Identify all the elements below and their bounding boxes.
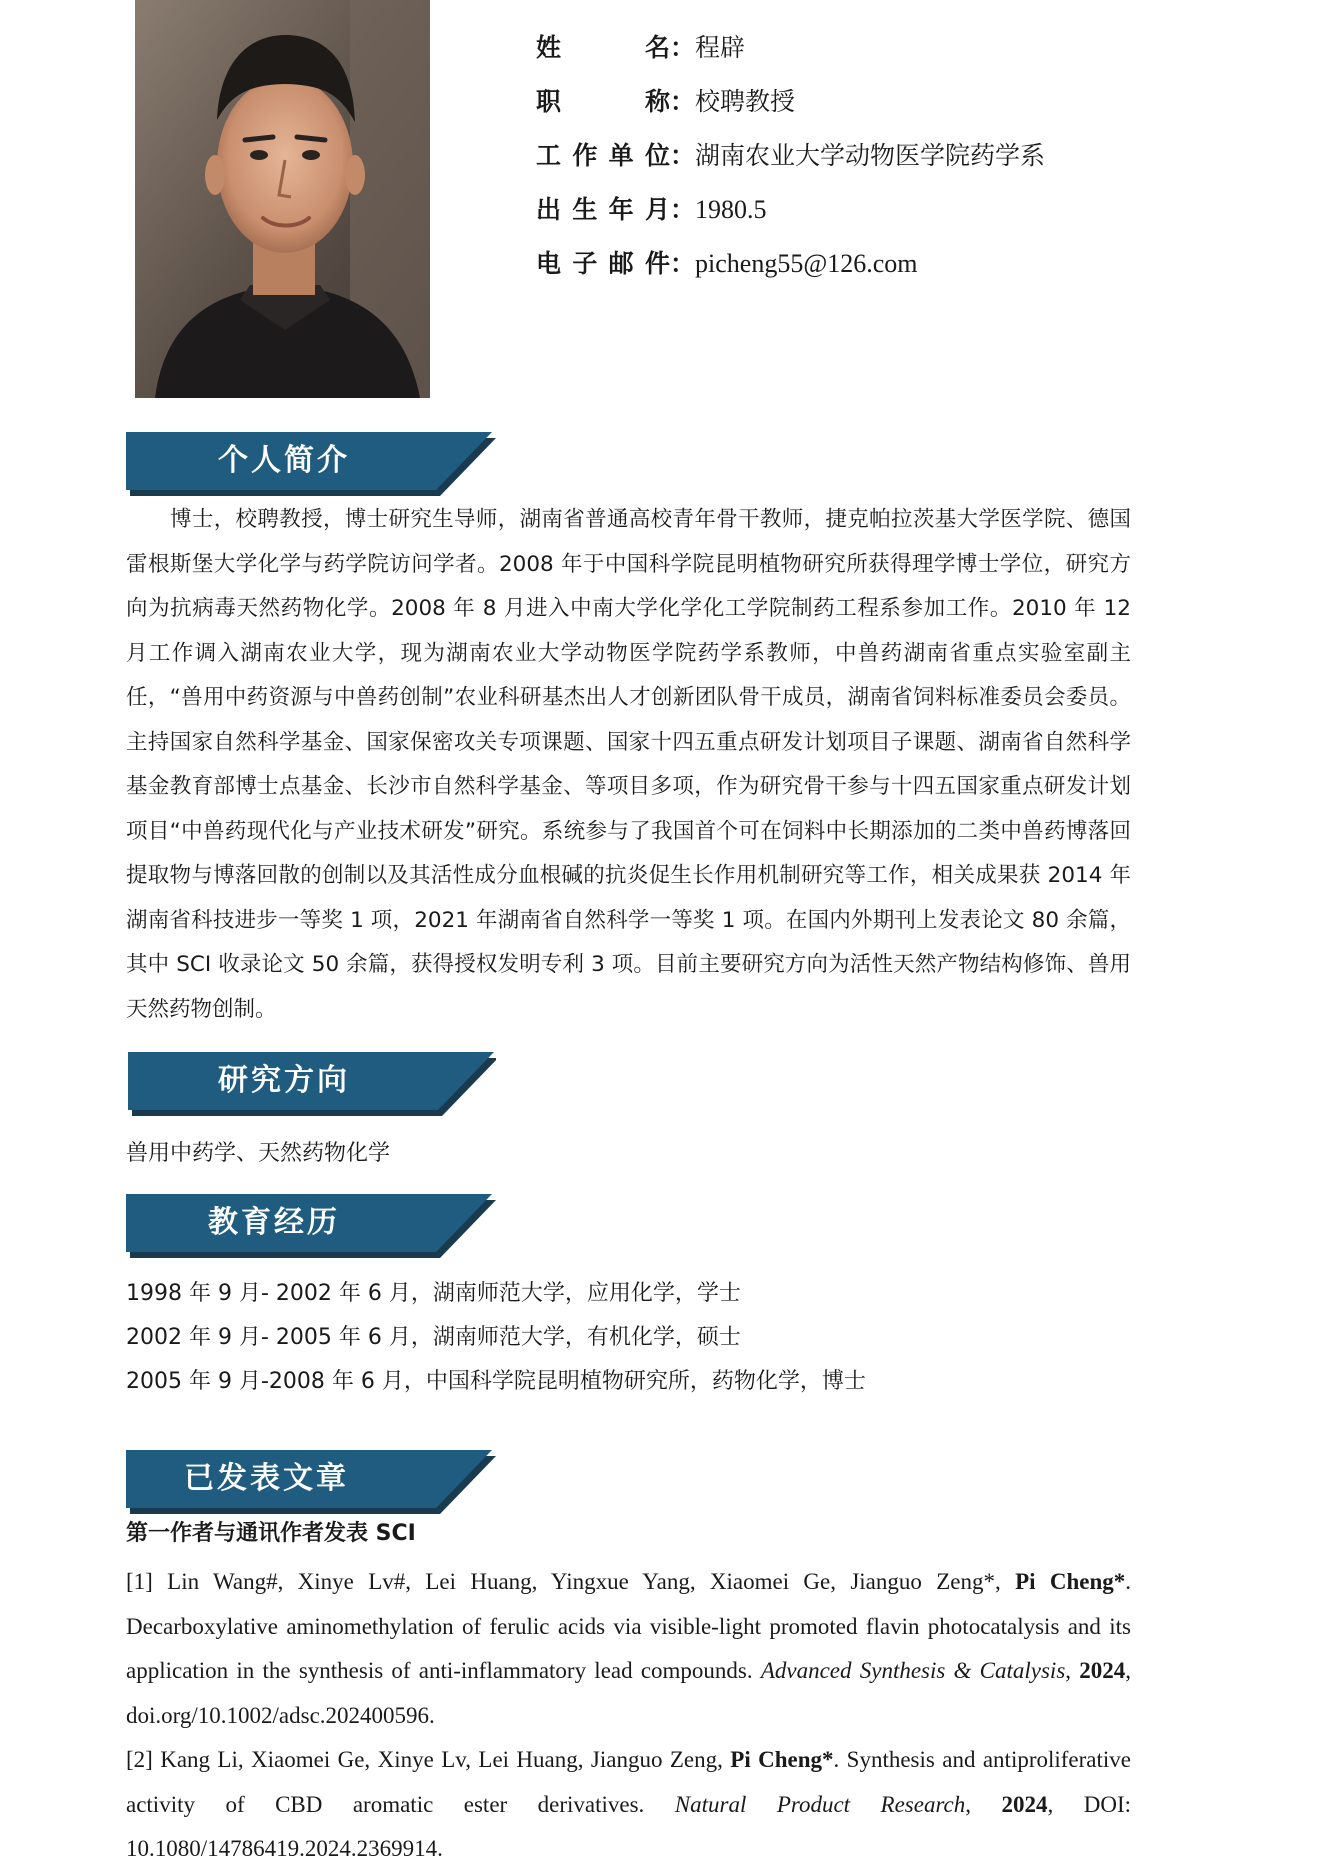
- section-banner-intro: [126, 432, 496, 496]
- birth-value: 1980.5: [695, 195, 767, 224]
- education-item: 1998 年 9 月- 2002 年 6 月，湖南师范大学，应用化学，学士: [126, 1281, 741, 1306]
- intro-paragraph: 博士，校聘教授，博士研究生导师，湖南省普通高校青年骨干教师，捷克帕拉茨基大学医学院、德国雷根斯堡大学化学与药学院访问学者。2008 年于中国科学院昆明植物研究所获得理学博士学位，研究方向为抗病毒天然药物化学。2008 年 8 月进入中南大学化学化工学院制药工程系参加工作。2010 年 12 月工作调入湖南农业大学，现为湖南农业大学动物医学院药学系教师，中兽药湖南省重点实验室副主任，“兽用中药资源与中兽药创制”农业科研基杰出人才创新团队骨干成员，湖南省饲料标准委员会委员。主持国家自然科学基金、国家保密攻关专项课题、国家十四五重点研发计划项目子课题、湖南省自然科学基金教育部博士点基金、长沙市自然科学基金、等项目多项，作为研究骨干参与十四五国家重点研发计划项目“中兽药现代化与产业技术研发”研究。系统参与了我国首个可在饲料中长期添加的二类中兽药博落回提取物与博落回散的创制以及其活性成分血根碱的抗炎促生长作用机制研究等工作，相关成果获 2014 年湖南省科技进步一等奖 1 项，2021 年湖南省自然科学一等奖 1 项。在国内外期刊上发表论文 80 余篇，其中 SCI 收录论文 50 余篇，获得授权发明专利 3 项。目前主要研究方向为活性天然产物结构修饰、兽用天然药物创制。: [126, 507, 1131, 1022]
- education-item: 2002 年 9 月- 2005 年 6 月，湖南师范大学，有机化学，硕士: [126, 1325, 741, 1350]
- ref-authors: [2] Kang Li, Xiaomei Ge, Xinye Lv, Lei Huang, Jianguo Zeng,: [126, 1747, 731, 1772]
- section-title-publications: 已发表文章: [184, 1461, 349, 1496]
- profile-info: [536, 28, 1045, 298]
- email-label: 电子邮件: [536, 249, 670, 278]
- ref-year: 2024: [1001, 1791, 1048, 1817]
- unit-row: [536, 136, 1045, 190]
- colon: ：: [670, 87, 696, 116]
- ref-corresponding-author: Pi Cheng*: [730, 1747, 834, 1772]
- reference-item: [126, 1560, 1131, 1738]
- colon: ：: [670, 33, 696, 62]
- ref-journal: Natural Product Research: [674, 1791, 966, 1817]
- section-banner-education: [126, 1194, 496, 1258]
- section-banner-publications: [126, 1450, 496, 1514]
- section-title-intro: 个人简介: [218, 443, 350, 478]
- section-banner-research: [126, 1052, 496, 1116]
- colon: ：: [670, 195, 696, 224]
- name-row: [536, 28, 1045, 82]
- ref-doi: , doi.org/10.1002/adsc.202400596.: [126, 1658, 1131, 1728]
- title-value: 校聘教授: [695, 87, 796, 116]
- ref-doi: , DOI: 10.1080/14786419.2024.2369914.: [126, 1791, 1131, 1861]
- ref-journal: Advanced Synthesis & Catalysis: [760, 1658, 1066, 1683]
- publications-subheading: 第一作者与通讯作者发表 SCI: [126, 1521, 416, 1546]
- colon: ：: [670, 249, 696, 278]
- ref-title: . Synthesis and antiproliferative activity of CBD aromatic ester derivatives.: [126, 1747, 1132, 1817]
- birth-row: [536, 190, 1045, 244]
- unit-value: 湖南农业大学动物医学院药学系: [695, 141, 1046, 170]
- name-label: 姓 名: [536, 33, 670, 62]
- name-value: 程辟: [695, 33, 746, 62]
- reference-item: [126, 1738, 1131, 1872]
- ref-separator: ,: [1065, 1658, 1080, 1683]
- ref-corresponding-author: Pi Cheng*: [1015, 1569, 1126, 1594]
- section-title-research: 研究方向: [218, 1063, 350, 1098]
- section-title-education: 教育经历: [208, 1205, 340, 1240]
- ref-year: 2024: [1079, 1658, 1126, 1683]
- email-row: [536, 244, 1045, 298]
- title-label: 职 称: [536, 87, 670, 116]
- title-row: [536, 82, 1045, 136]
- birth-label: 出生年月: [536, 195, 670, 224]
- ref-title: . Decarboxylative aminomethylation of ferulic acids via visible-light promoted flavin photocatalysis and its application in the synthesis of anti-inflammatory lead compounds.: [126, 1569, 1132, 1683]
- colon: ：: [670, 141, 696, 170]
- portrait-photo: [135, 0, 430, 398]
- education-item: 2005 年 9 月-2008 年 6 月，中国科学院昆明植物研究所，药物化学，博士: [126, 1369, 866, 1394]
- ref-authors: [1] Lin Wang#, Xinye Lv#, Lei Huang, Yingxue Yang, Xiaomei Ge, Jianguo Zeng*,: [126, 1569, 1016, 1594]
- research-text: 兽用中药学、天然药物化学: [126, 1141, 391, 1166]
- email-value: picheng55@126.com: [695, 249, 918, 278]
- unit-label: 工作单位: [536, 141, 670, 170]
- ref-separator: ,: [965, 1791, 1002, 1817]
